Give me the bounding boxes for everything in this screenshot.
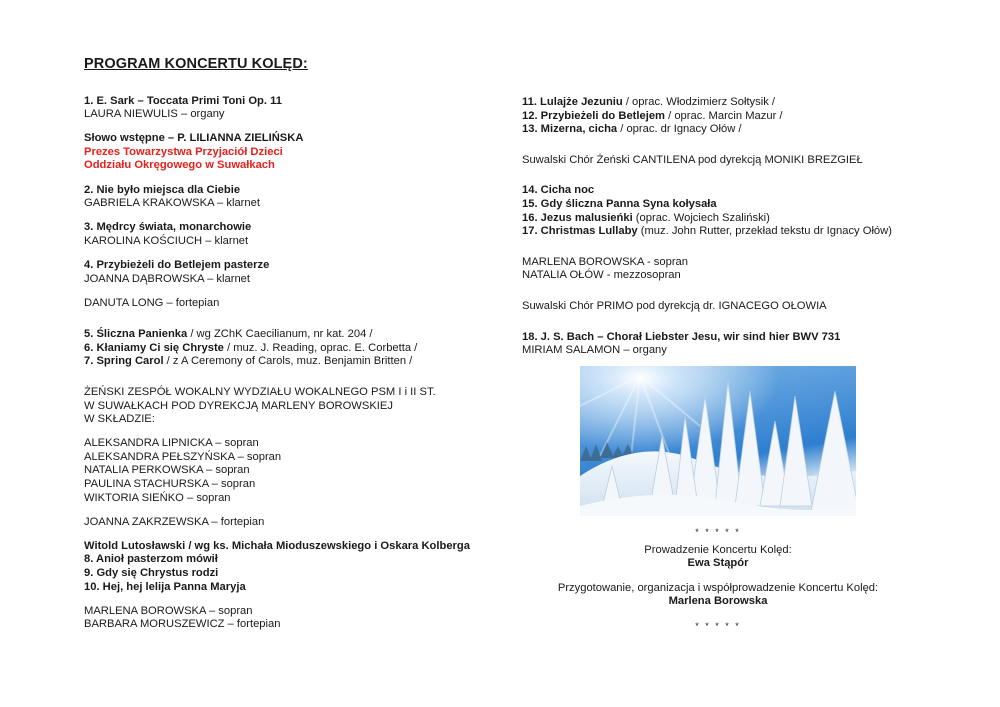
- song-credit: / oprac. dr Ignacy Ołów /: [617, 123, 742, 136]
- song-line: [522, 198, 942, 212]
- final-performers: [84, 605, 504, 632]
- song-title: 15. Gdy śliczna Panna Syna kołysała: [522, 197, 717, 210]
- performer: LAURA NIEWULIS – organy: [84, 108, 225, 121]
- host-label: Prowadzenie Koncertu Kolęd:: [644, 543, 792, 556]
- piece-title: 9. Gdy się Chrystus rodzi: [84, 567, 219, 580]
- song-line: [84, 342, 504, 356]
- song-credit: / wg ZChK Caecilianum, nr kat. 204 /: [187, 328, 373, 341]
- songs-14-17: [522, 184, 942, 238]
- program-title: PROGRAM KONCERTU KOLĘD:: [84, 56, 308, 72]
- winter-forest-photo: [580, 366, 856, 516]
- program-item-4: [84, 259, 504, 286]
- performer: NATALIA OŁÓW - mezzosopran: [522, 269, 681, 282]
- choir-primo: [522, 300, 942, 314]
- host-name: Ewa Stąpór: [687, 557, 749, 570]
- winter-forest-illustration: [580, 366, 856, 516]
- piece-title: 18. J. S. Bach – Chorał Liebster Jesu, wir sind hier BWV 731: [522, 330, 841, 343]
- introduction: [84, 132, 504, 173]
- ensemble-members: [84, 437, 504, 505]
- organizer-label: Przygotowanie, organizacja i współprowadzenie Koncertu Kolęd:: [557, 581, 879, 594]
- song-line: [522, 110, 942, 124]
- choir-credit: Suwalski Chór PRIMO pod dyrekcją dr. IGNACEGO OŁOWIA: [522, 299, 827, 312]
- performer: GABRIELA KRAKOWSKA – klarnet: [84, 197, 260, 210]
- song-credit: (muz. John Rutter, przekład tekstu dr Ignacy Ołów): [637, 225, 892, 238]
- separator-stars: * * * * *: [695, 620, 741, 631]
- performer: MARLENA BOROWSKA – sopran: [84, 604, 253, 617]
- song-line: [522, 225, 942, 239]
- choir-credit: Suwalski Chór Żeński CANTILENA pod dyrekcją MONIKI BREZGIEŁ: [522, 153, 863, 166]
- song-credit: (oprac. Wojciech Szaliński): [632, 211, 770, 224]
- song-title: 13. Mizerna, cicha: [522, 123, 618, 136]
- member: ALEKSANDRA PEŁSZYŃSKA – sopran: [84, 450, 282, 463]
- performer: DANUTA LONG – fortepian: [84, 296, 220, 309]
- piece-title: 4. Przybieżeli do Betlejem pasterze: [84, 258, 270, 271]
- right-column: [522, 96, 942, 382]
- performer: KAROLINA KOŚCIUCH – klarnet: [84, 234, 249, 247]
- song-line: [522, 123, 942, 137]
- member: WIKTORIA SIEŃKO – sopran: [84, 491, 231, 504]
- choir-cantilena: [522, 154, 942, 168]
- ensemble-description: [84, 386, 504, 427]
- member: PAULINA STACHURSKA – sopran: [84, 478, 256, 491]
- program-item-1: [84, 95, 504, 122]
- composer-credit: Witold Lutosławski / wg ks. Michała Mioduszewskiego i Oskara Kolberga: [84, 539, 470, 552]
- song-title: 16. Jezus malusieńki: [522, 211, 633, 224]
- song-title: 7. Spring Carol: [84, 355, 164, 368]
- song-line: [84, 328, 504, 342]
- intro-role-line-1: Prezes Towarzystwa Przyjaciół Dzieci: [84, 145, 283, 158]
- organizer-name: Marlena Borowska: [668, 595, 768, 608]
- piece-title: 2. Nie było miejsca dla Ciebie: [84, 183, 241, 196]
- piece-title: 3. Mędrcy świata, monarchowie: [84, 221, 252, 234]
- songs-5-7: [84, 328, 504, 369]
- lutoslawski-set: [84, 540, 504, 594]
- intro-speaker: Słowo wstępne – P. LILIANNA ZIELIŃSKA: [84, 132, 304, 145]
- song-line: [522, 184, 942, 198]
- program-item-18: [522, 331, 942, 358]
- performer: JOANNA ZAKRZEWSKA – fortepian: [84, 515, 265, 528]
- accompanist-1: [84, 297, 504, 311]
- soloists: [522, 256, 942, 283]
- song-credit: / oprac. Włodzimierz Sołtysik /: [622, 96, 776, 108]
- performer: JOANNA DĄBROWSKA – klarnet: [84, 272, 250, 285]
- left-column: [84, 58, 504, 642]
- credits-section: [557, 526, 879, 634]
- song-title: 12. Przybieżeli do Betlejem: [522, 109, 666, 122]
- ensemble-line: ŻEŃSKI ZESPÓŁ WOKALNY WYDZIAŁU WOKALNEGO PSM I i II ST.: [84, 386, 436, 398]
- program-item-2: [84, 184, 504, 211]
- song-line: [84, 355, 504, 369]
- song-title: 14. Cicha noc: [522, 184, 595, 197]
- piece-title: 8. Anioł pasterzom mówił: [84, 553, 218, 566]
- song-title: 17. Christmas Lullaby: [522, 225, 638, 238]
- song-title: 11. Lulajże Jezuniu: [522, 96, 623, 108]
- song-line: [522, 96, 942, 110]
- ensemble-line: W SUWAŁKACH POD DYREKCJĄ MARLENY BOROWSKIEJ: [84, 399, 393, 412]
- song-credit: / oprac. Marcin Mazur /: [665, 109, 783, 122]
- intro-role-line-2: Oddziału Okręgowego w Suwałkach: [84, 159, 275, 172]
- song-title: 6. Kłaniamy Ci się Chryste: [84, 341, 224, 354]
- piece-title: 1. E. Sark – Toccata Primi Toni Op. 11: [84, 94, 282, 107]
- member: NATALIA PERKOWSKA – sopran: [84, 464, 250, 477]
- ensemble-line: W SKŁADZIE:: [84, 413, 155, 426]
- songs-11-13: [522, 96, 942, 137]
- song-title: 5. Śliczna Panienka: [84, 328, 188, 341]
- program-item-3: [84, 221, 504, 248]
- performer: MARLENA BOROWSKA - sopran: [522, 255, 688, 268]
- song-line: [522, 212, 942, 226]
- song-credit: / z A Ceremony of Carols, muz. Benjamin Britten /: [163, 355, 413, 368]
- member: ALEKSANDRA LIPNICKA – sopran: [84, 437, 259, 450]
- song-credit: / muz. J. Reading, oprac. E. Corbetta /: [223, 341, 418, 354]
- accompanist-2: [84, 516, 504, 530]
- separator-stars: * * * * *: [695, 527, 741, 537]
- piece-title: 10. Hej, hej lelija Panna Maryja: [84, 580, 246, 593]
- performer: BARBARA MORUSZEWICZ – fortepian: [84, 618, 281, 631]
- performer: MIRIAM SALAMON – organy: [522, 344, 667, 357]
